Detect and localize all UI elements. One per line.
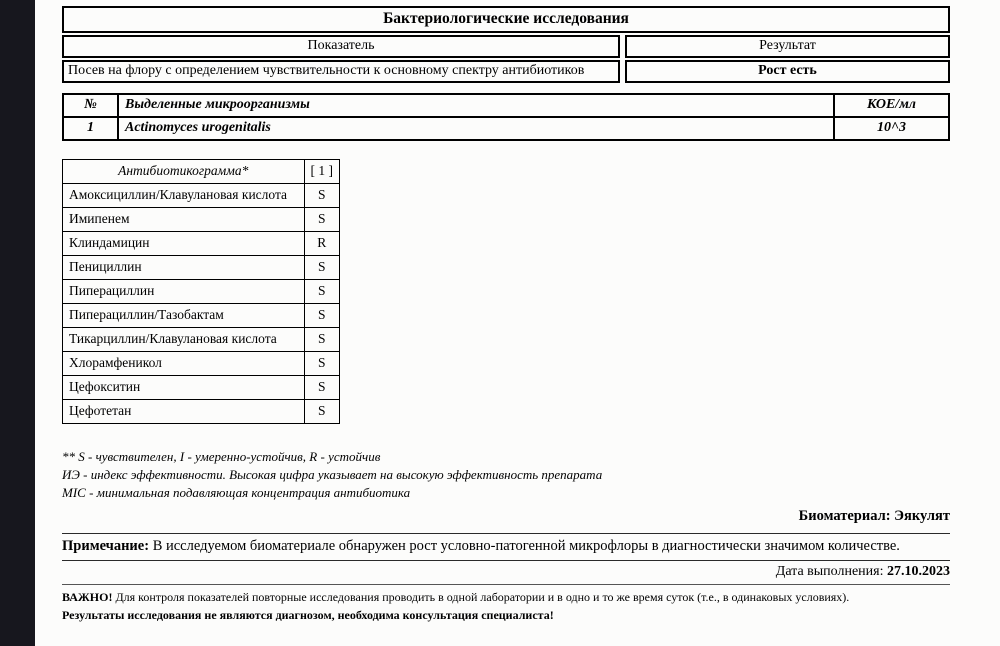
date-value: 27.10.2023	[887, 564, 950, 579]
antibiogram-row	[63, 208, 340, 232]
footnote-mic-definition: MIC - минимальная подавляющая концентрация антибиотика	[62, 485, 411, 500]
antibiotic-name: Цефотетан	[63, 400, 305, 424]
antibiogram-row	[63, 256, 340, 280]
column-header-indicator: Показатель	[62, 35, 620, 58]
organisms-table	[62, 93, 950, 141]
sensitivity-value: S	[304, 256, 340, 280]
antibiogram-table	[62, 159, 340, 424]
biomaterial-line: Биоматериал: Эякулят	[798, 508, 950, 524]
footnote-sensitivity-legend: ** S - чувствителен, I - умеренно-устойчив, R - устойчив	[62, 449, 381, 464]
sensitivity-value: S	[304, 400, 340, 424]
antibiogram-row	[63, 232, 340, 256]
antibiogram-row	[63, 304, 340, 328]
sensitivity-value: S	[304, 328, 340, 352]
footnote-ie-definition: ИЭ - индекс эффективности. Высокая цифра указывает на высокую эффективность препарата	[62, 467, 603, 482]
report-title	[62, 6, 950, 33]
column-header-result: Результат	[625, 35, 950, 58]
antibiotic-name: Пиперациллин	[63, 280, 305, 304]
summary-data-row	[62, 60, 950, 83]
important-notice	[62, 590, 950, 605]
antibiotic-name: Пенициллин	[63, 256, 305, 280]
antibiotic-name: Тикарциллин/Клавулановая кислота	[63, 328, 305, 352]
important-text: Для контроля показателей повторные исследования проводить в одной лаборатории и в одно и то же время суток (т.е., в одинаковых условиях).	[115, 590, 850, 604]
organism-koe: 10^3	[834, 117, 949, 140]
antibiotic-name: Пиперациллин/Тазобактам	[63, 304, 305, 328]
footnotes	[62, 448, 950, 502]
antibiogram-table-head	[63, 160, 340, 184]
summary-header-row	[62, 35, 950, 58]
sensitivity-value: S	[304, 184, 340, 208]
document-page	[35, 0, 1000, 646]
column-header-number: №	[63, 94, 118, 117]
antibiogram-row	[63, 280, 340, 304]
antibiotic-name: Хлорамфеникол	[63, 352, 305, 376]
note-label: Примечание:	[62, 538, 150, 554]
report-title-text: Бактериологические исследования	[383, 10, 629, 27]
indicator-cell: Посев на флору с определением чувствительности к основному спектру антибиотиков	[62, 60, 620, 83]
note-text: В исследуемом биоматериале обнаружен рост условно-патогенной микрофлоры в диагностически значимом количестве.	[152, 538, 900, 554]
sensitivity-value: S	[304, 280, 340, 304]
antibiotic-name: Имипенем	[63, 208, 305, 232]
antibiogram-row	[63, 328, 340, 352]
disclaimer-line: Результаты исследования не являются диагнозом, необходима консультация специалиста!	[62, 608, 554, 622]
organisms-table-head	[63, 94, 949, 117]
summary-table	[62, 35, 950, 83]
antibiogram-column-header: [ 1 ]	[304, 160, 340, 184]
sensitivity-value: S	[304, 304, 340, 328]
sensitivity-value: S	[304, 208, 340, 232]
antibiogram-row	[63, 184, 340, 208]
result-cell: Рост есть	[625, 60, 950, 83]
antibiogram-row	[63, 376, 340, 400]
sensitivity-value: R	[304, 232, 340, 256]
antibiotic-name: Клиндамицин	[63, 232, 305, 256]
important-label: ВАЖНО!	[62, 590, 113, 604]
organisms-table-body	[63, 117, 949, 140]
date-row	[62, 561, 950, 585]
antibiogram-row	[63, 352, 340, 376]
column-header-organism: Выделенные микроорганизмы	[118, 94, 834, 117]
date-label: Дата выполнения:	[775, 564, 884, 579]
antibiogram-table-body	[63, 184, 340, 424]
sensitivity-value: S	[304, 352, 340, 376]
organism-name: Actinomyces urogenitalis	[118, 117, 834, 140]
viewer-background-strip	[0, 0, 35, 646]
organism-number: 1	[63, 117, 118, 140]
organism-row	[63, 117, 949, 140]
document-content	[35, 0, 1000, 623]
column-header-koe: КОЕ/мл	[834, 94, 949, 117]
sensitivity-value: S	[304, 376, 340, 400]
antibiogram-header-row	[63, 160, 340, 184]
organisms-header-row	[63, 94, 949, 117]
antibiogram-title: Антибиотикограмма*	[63, 160, 305, 184]
antibiogram-row	[63, 400, 340, 424]
antibiotic-name: Цефокситин	[63, 376, 305, 400]
note-block	[62, 533, 950, 561]
antibiotic-name: Амоксициллин/Клавулановая кислота	[63, 184, 305, 208]
